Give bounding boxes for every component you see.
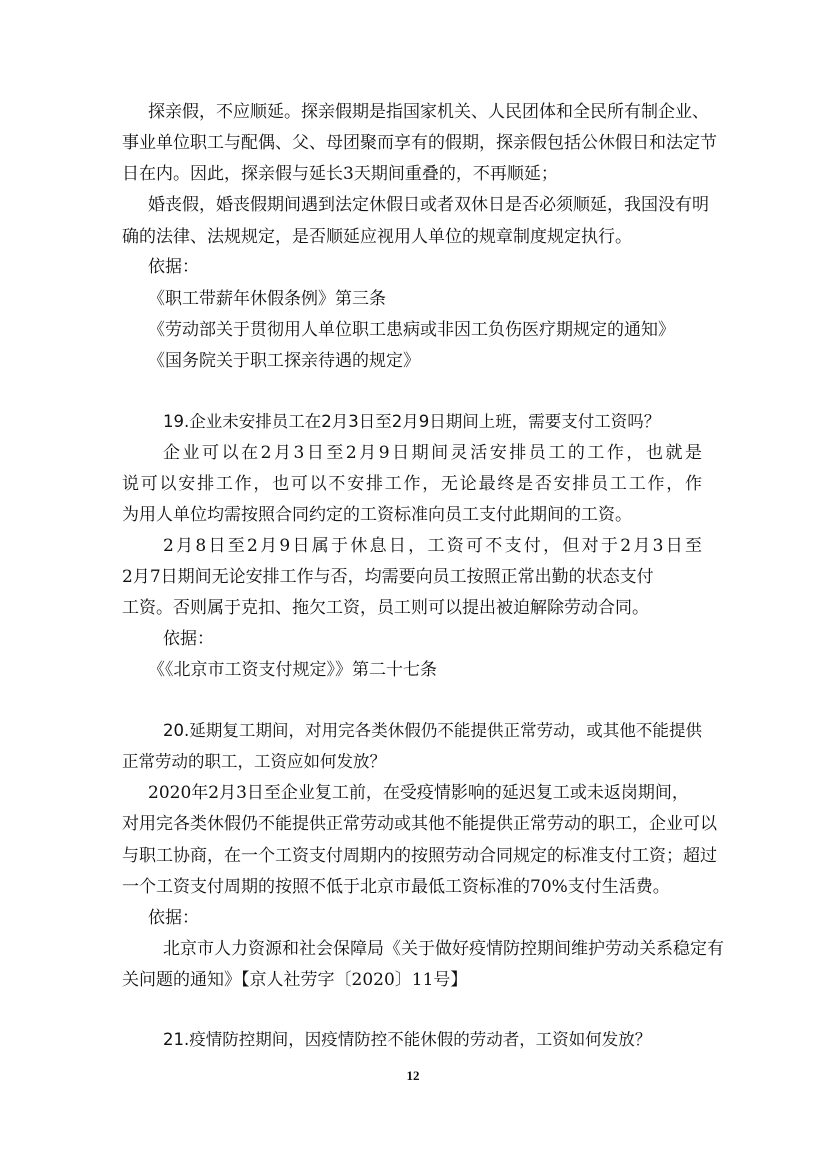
paragraph-line: 2月7日期间无论安排工作与否，均需要向员工按照正常出勤的状态支付 <box>122 567 654 587</box>
paragraph-line: 说可以安排工作，也可以不安排工作，无论最终是否安排员工工作，作 <box>122 474 702 494</box>
paragraph-line: 为用人单位均需按照合同约定的工资标准向员工支付此期间的工资。 <box>122 505 632 525</box>
question-heading-line: 正常劳动的职工，工资应如何发放？ <box>122 752 386 771</box>
paragraph-line: 《职工带薪年休假条例》第三条 <box>148 289 386 309</box>
paragraph-line: 依据： <box>148 257 199 277</box>
paragraph-line: 2月8日至2月9日属于休息日，工资可不支付，但对于2月3日至 <box>163 536 702 556</box>
paragraph-line: 确的法律、法规规定，是否顺延应视用人单位的规章制度规定执行。 <box>122 227 632 247</box>
paragraph-line: 《国务院关于职工探亲待遇的规定》 <box>148 351 420 371</box>
question-heading-line: 19.企业未安排员工在2月3日至2月9日期间上班，需要支付工资吗？ <box>163 412 661 431</box>
paragraph-line: 事业单位职工与配偶、父、母团聚而享有的假期，探亲假包括公休假日和法定节 <box>122 133 717 153</box>
paragraph-line: 与职工协商，在一个工资支付周期内的按照劳动合同规定的标准支付工资；超过 <box>122 846 717 866</box>
paragraph-line: 日在内。因此，探亲假与延长3天期间重叠的，不再顺延； <box>122 164 558 184</box>
paragraph-line: 探亲假，不应顺延。探亲假期是指国家机关、人民团体和全民所有制企业、 <box>148 102 709 122</box>
paragraph-line: 企业可以在2月3日至2月9日期间灵活安排员工的工作，也就是 <box>163 443 702 463</box>
paragraph-line: 依据： <box>163 629 214 649</box>
paragraph-line: 《劳动部关于贯彻用人单位职工患病或非因工负伤医疗期规定的通知》 <box>148 320 675 340</box>
page-number: 12 <box>406 1068 420 1083</box>
paragraph-line: 北京市人力资源和社会保障局《关于做好疫情防控期间维护劳动关系稳定有 <box>163 939 724 959</box>
paragraph-line: 依据： <box>148 908 199 928</box>
paragraph-line: 2020年2月3日至企业复工前，在受疫情影响的延迟复工或未返岗期间， <box>148 783 689 803</box>
paragraph-line: 工资。否则属于克扣、拖欠工资，员工则可以提出被迫解除劳动合同。 <box>122 598 649 618</box>
paragraph-line: 《《北京市工资支付规定》》第二十七条 <box>148 660 437 680</box>
paragraph-line: 一个工资支付周期的按照不低于北京市最低工资标准的70%支付生活费。 <box>122 877 670 897</box>
question-heading-line: 20.延期复工期间，对用完各类休假仍不能提供正常劳动，或其他不能提供 <box>163 721 702 740</box>
paragraph-line: 婚丧假，婚丧假期间遇到法定休假日或者双休日是否必须顺延，我国没有明 <box>148 195 709 215</box>
question-heading-line: 21.疫情防控期间，因疫情防控不能休假的劳动者，工资如何发放？ <box>163 1030 652 1049</box>
paragraph-line: 对用完各类休假仍不能提供正常劳动或其他不能提供正常劳动的职工，企业可以 <box>122 814 717 834</box>
paragraph-line: 关问题的通知》【京人社劳字〔2020〕11号】 <box>122 970 468 990</box>
